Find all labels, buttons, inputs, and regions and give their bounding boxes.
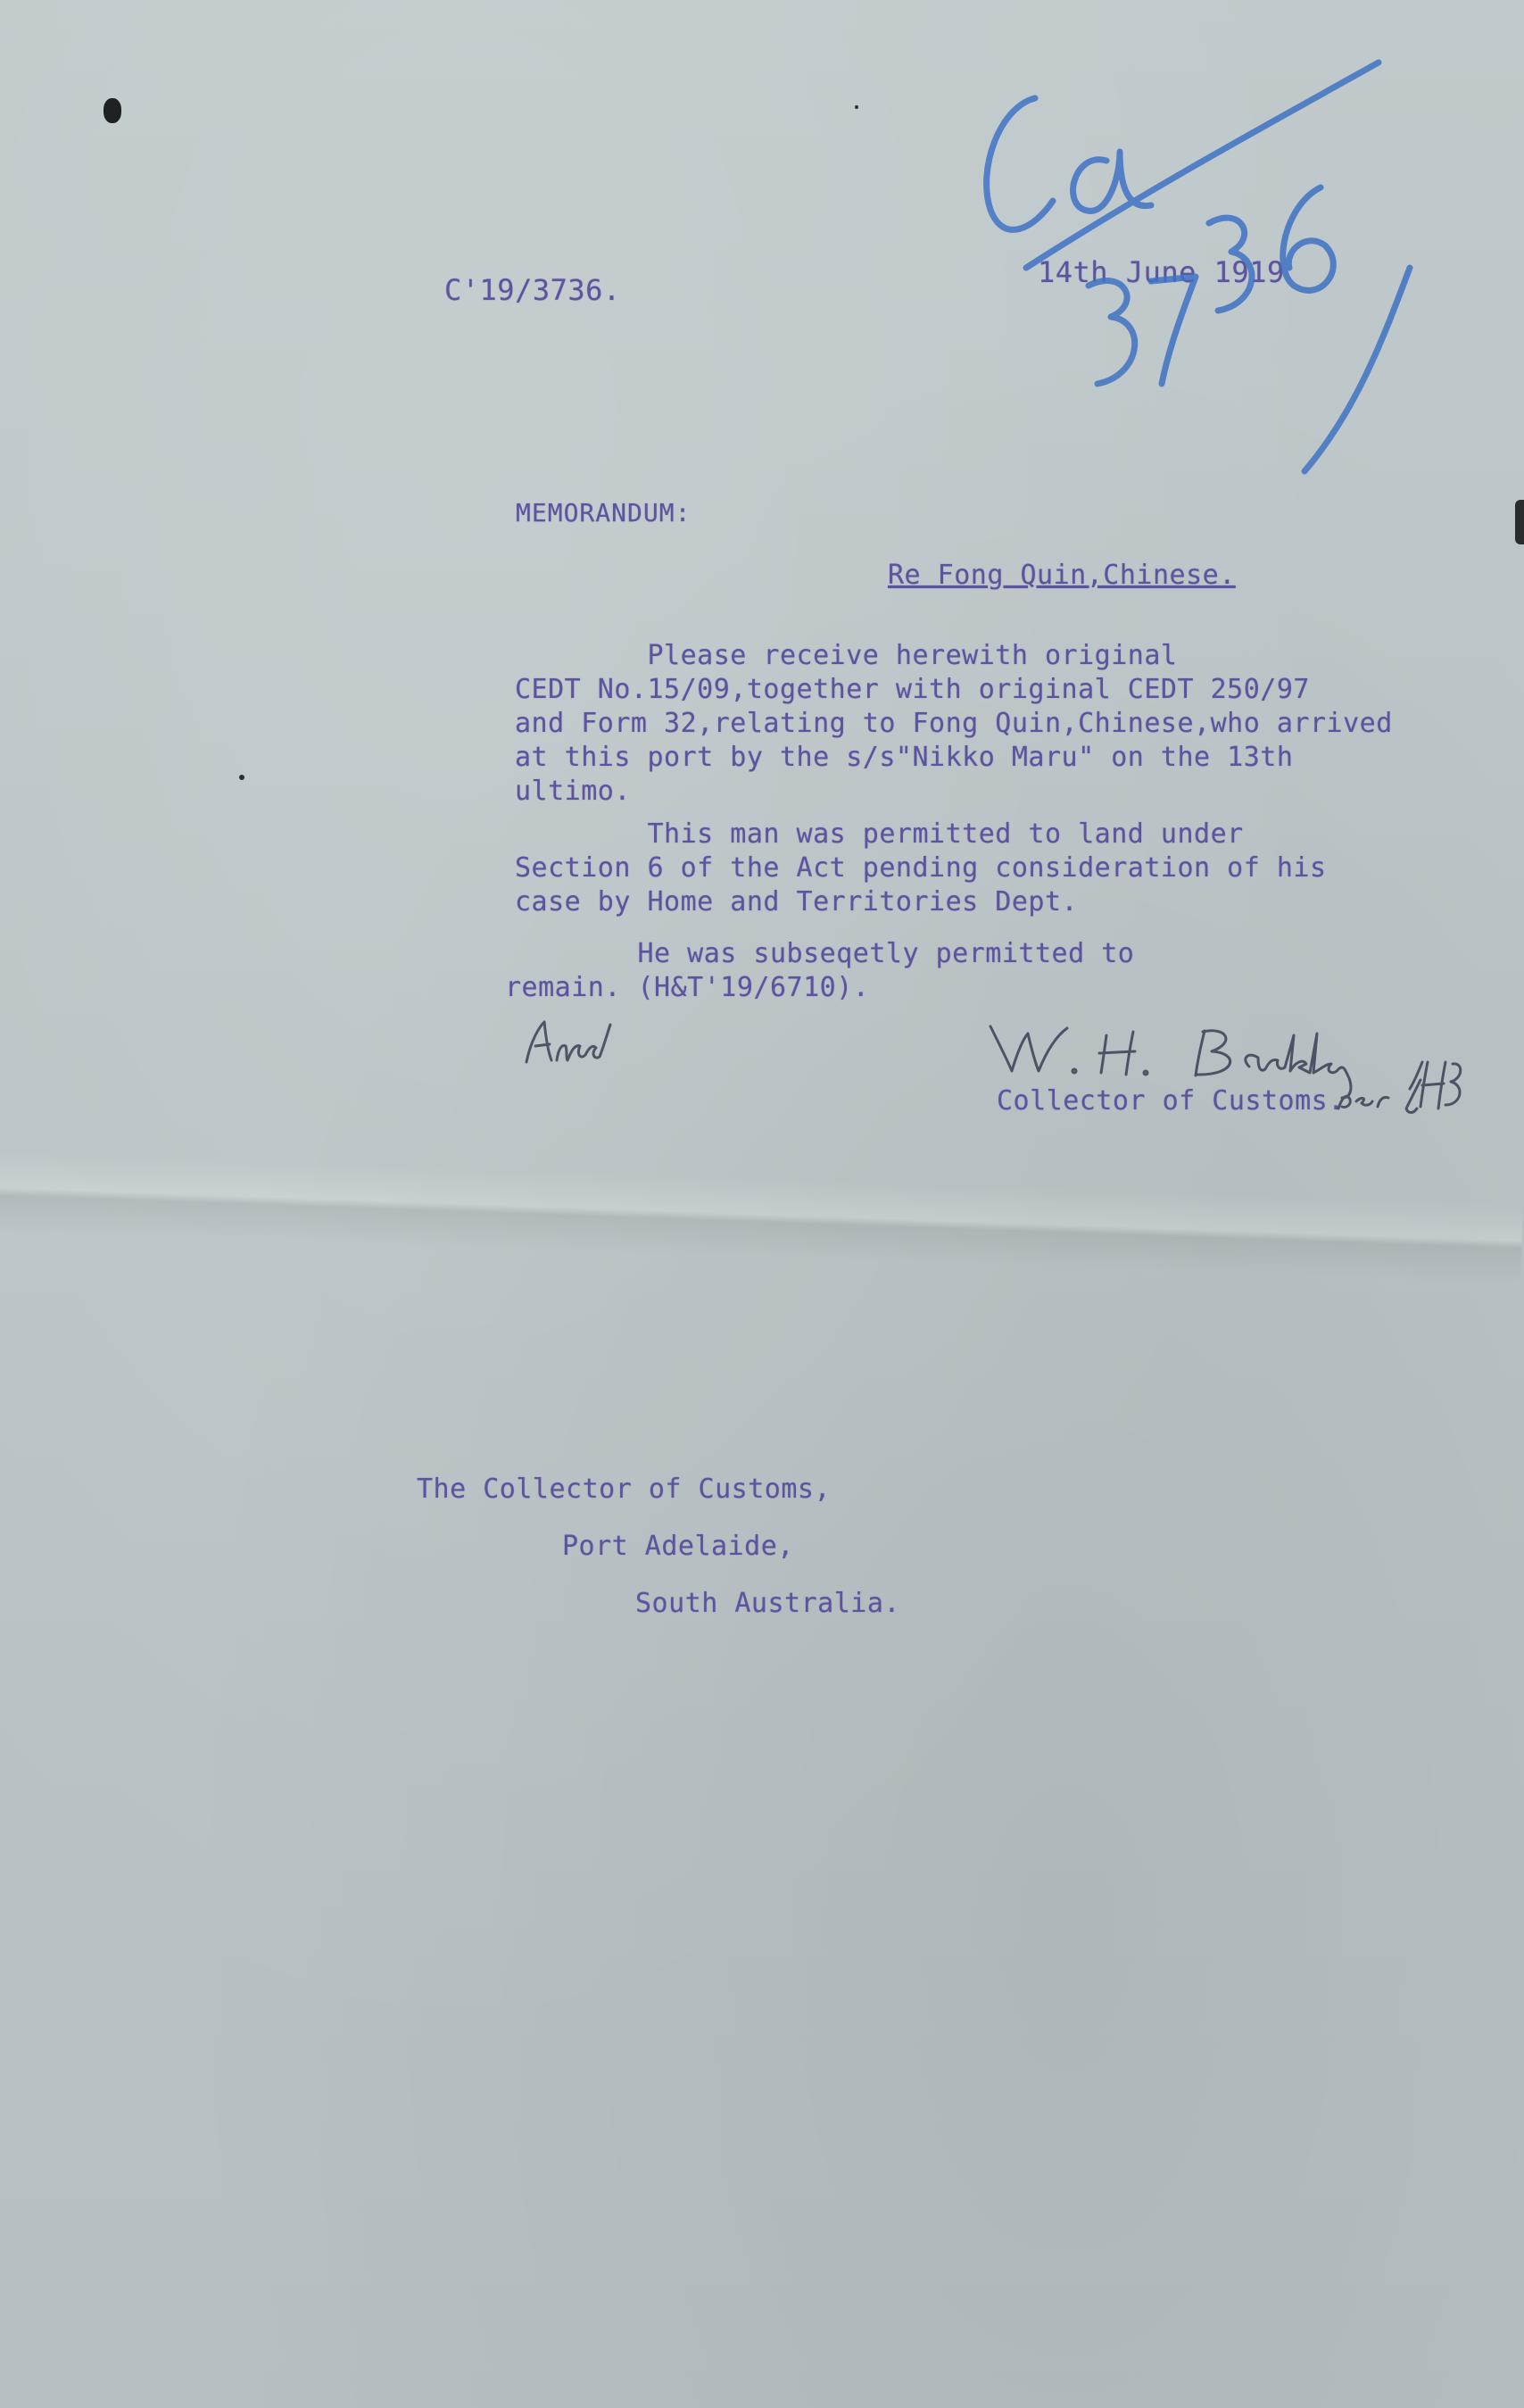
memo-date: 14th June 1919: [1038, 255, 1285, 289]
handwritten-initials: [518, 1009, 625, 1080]
paper-speck: [855, 105, 858, 109]
address-line-3: South Australia.: [635, 1588, 900, 1619]
memo-heading: MEMORANDUM:: [516, 498, 692, 527]
handwritten-signature: [981, 1009, 1463, 1125]
paper-speck: [239, 775, 244, 780]
address-line-2: Port Adelaide,: [562, 1531, 794, 1562]
signature-title: Collector of Customs.: [997, 1085, 1345, 1117]
blue-pencil-annotation: [928, 45, 1463, 491]
memo-subject: Re Fong Quin,Chinese.: [888, 560, 1236, 591]
clip-mark: [1515, 500, 1524, 544]
paper-fold: [0, 1151, 1523, 1285]
memo-paragraph-1: Please receive herewith original CEDT No.15/09,together with original CEDT 250/97 and Form 32,relating to Fong Quin,Chinese,who arrived at this port by the s/s"Nikko Maru" on the 13th ultimo.: [515, 640, 1393, 807]
memo-paragraph-3: He was subseqetly permitted to remain. (H&T'19/6710).: [505, 938, 1135, 1003]
punch-hole: [104, 98, 121, 123]
address-line-1: The Collector of Customs,: [417, 1474, 832, 1505]
file-reference: C'19/3736.: [444, 273, 621, 307]
memo-paragraph-2: This man was permitted to land under Section 6 of the Act pending consideration of his case by Home and Territories Dept.: [515, 818, 1327, 918]
